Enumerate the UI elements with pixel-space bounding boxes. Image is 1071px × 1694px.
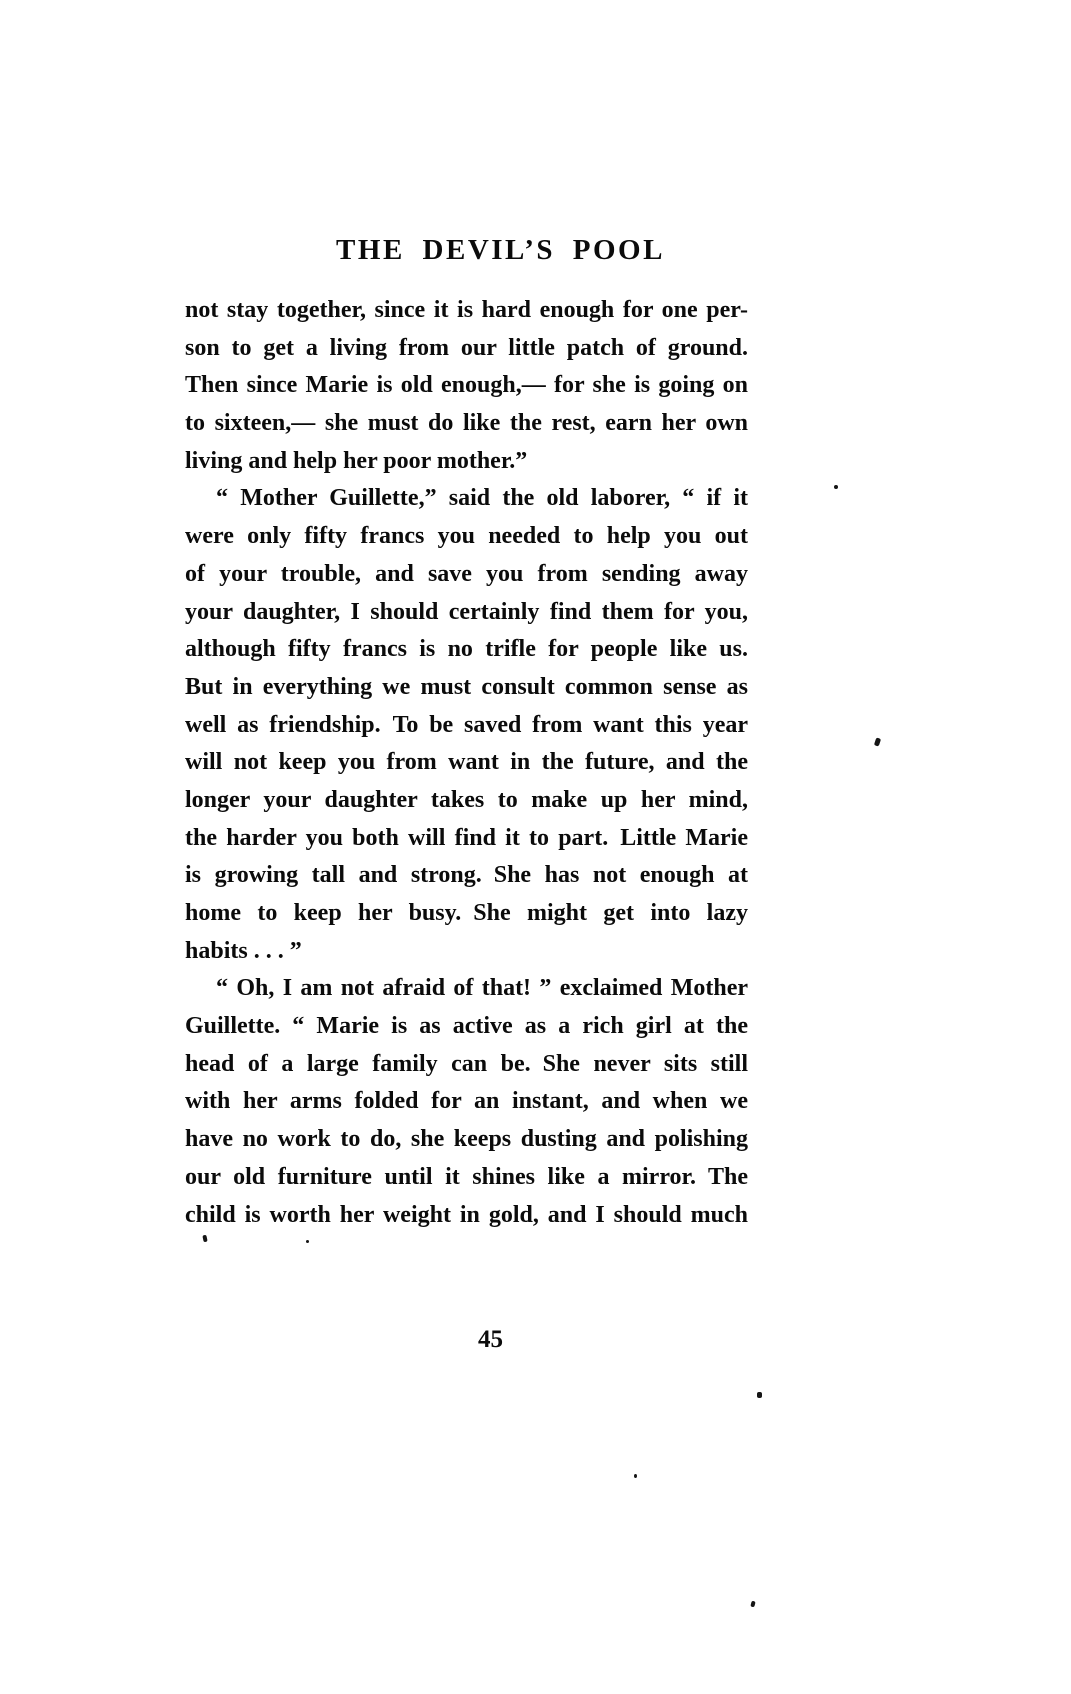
text-line: your daughter, I should certainly find them for you, <box>185 598 748 625</box>
text-line: “ Mother Guillette,” said the old laborer, “ if it <box>216 485 748 512</box>
text-line: living and help her poor mother.” <box>185 447 528 474</box>
page-text <box>185 292 748 1234</box>
text-line: Then since Marie is old enough,— for she is going on <box>185 372 748 399</box>
text-line: to sixteen,— she must do like the rest, earn her own <box>185 410 748 437</box>
text-line: were only fifty francs you needed to help you out <box>185 523 748 550</box>
text-line: son to get a living from our little patch of ground. <box>185 334 748 361</box>
scan-speck <box>834 485 838 489</box>
text-line: our old furniture until it shines like a mirror. The <box>185 1163 748 1190</box>
text-line: have no work to do, she keeps dusting and polishing <box>185 1126 748 1153</box>
text-line: longer your daughter takes to make up her mind, <box>185 786 748 813</box>
text-line: although fifty francs is no trifle for people like us. <box>185 636 748 663</box>
text-line: will not keep you from want in the future, and the <box>185 749 748 776</box>
text-line: head of a large family can be. She never sits still <box>185 1050 748 1077</box>
text-line: with her arms folded for an instant, and when we <box>185 1088 748 1115</box>
text-line: not stay together, since it is hard enough for one per- <box>185 297 748 323</box>
scan-speck <box>874 737 881 746</box>
text-line: is growing tall and strong. She has not enough at <box>185 862 748 889</box>
text-line: of your trouble, and save you from sending away <box>185 560 748 587</box>
text-line: “ Oh, I am not afraid of that! ” exclaimed Mother <box>216 975 748 1002</box>
scan-speck <box>202 1235 207 1243</box>
scan-speck <box>634 1474 637 1478</box>
paragraph <box>185 480 748 970</box>
text-line: home to keep her busy. She might get into lazy <box>185 900 748 926</box>
text-line: But in everything we must consult common sense as <box>185 673 748 700</box>
paragraph <box>185 970 748 1234</box>
scan-speck <box>757 1392 762 1398</box>
scan-speck <box>306 1240 309 1243</box>
page-number: 45 <box>478 1326 503 1353</box>
text-line: habits . . . ” <box>185 937 302 964</box>
text-line: child is worth her weight in gold, and I should much <box>185 1201 748 1228</box>
running-head-title: THE DEVIL’S POOL <box>336 234 665 266</box>
text-line: well as friendship. To be saved from want this year <box>185 711 748 738</box>
text-line: Guillette. “ Marie is as active as a rich girl at the <box>185 1013 748 1040</box>
scan-speck <box>750 1601 755 1608</box>
text-line: the harder you both will find it to part. Little Marie <box>185 824 748 851</box>
paragraph <box>185 292 748 480</box>
